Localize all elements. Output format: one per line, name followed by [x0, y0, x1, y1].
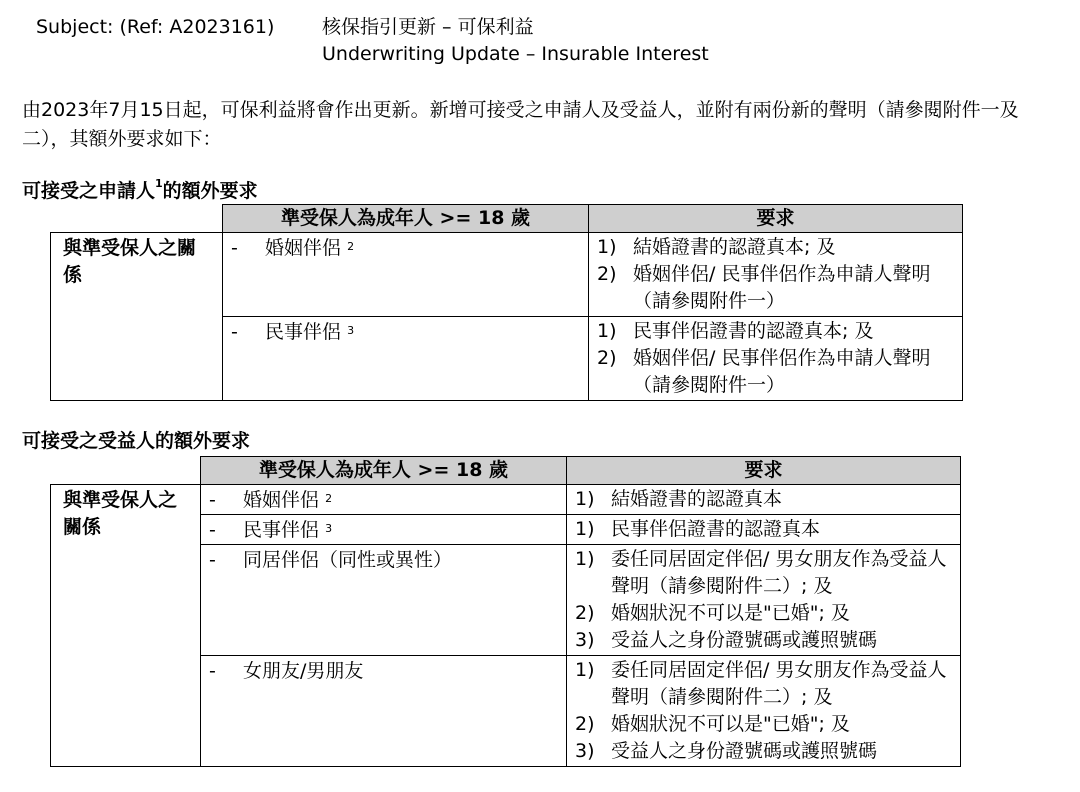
list-dash: - [209, 489, 216, 511]
requirement-item [597, 318, 954, 345]
footnote-marker: 3 [325, 522, 333, 535]
requirement-item [575, 600, 952, 627]
requirement-text: 委任同居固定伴侶/ 男女朋友作為受益人聲明（請參閱附件二）; 及 [611, 659, 947, 708]
subject-titles [322, 14, 709, 68]
requirement-cell [589, 233, 963, 317]
beneficiary-requirements-table [50, 456, 961, 767]
requirement-text: 委任同居固定伴侶/ 男女朋友作為受益人聲明（請參閱附件二）; 及 [611, 548, 947, 597]
subject-title-en: Underwriting Update – Insurable Interest [322, 43, 709, 65]
intro-paragraph: 由2023年7月15日起，可保利益將會作出更新。新增可接受之申請人及受益人，並附有兩份新的聲明（請參閱附件一及二），其額外要求如下： [22, 99, 1019, 150]
requirement-text: 婚姻伴侶/ 民事伴侶作為申請人聲明（請參閱附件一） [633, 347, 931, 396]
table-row [51, 233, 963, 317]
relationship-item-label: 民事伴侶 [265, 321, 342, 343]
requirement-cell [567, 485, 961, 515]
table-body [51, 485, 961, 767]
requirement-item [575, 657, 952, 711]
subject-ref: Subject: (Ref: A2023161) [36, 16, 275, 38]
relationship-item [201, 656, 567, 767]
relationship-item-label: 婚姻伴侶 [243, 489, 320, 511]
requirement-number: 3) [575, 740, 595, 762]
table-row [51, 485, 961, 515]
requirement-number: 2) [597, 263, 617, 285]
footnote-marker: 2 [325, 492, 333, 505]
list-dash: - [231, 321, 238, 343]
relationship-item [223, 317, 589, 401]
subject-title-zh: 核保指引更新 – 可保利益 [322, 16, 534, 38]
header-blank-cell [51, 205, 223, 233]
requirement-cell [567, 545, 961, 656]
relationship-item [201, 515, 567, 545]
footnote-marker: 3 [347, 324, 355, 337]
table-header-row [51, 457, 961, 485]
requirement-item [575, 711, 952, 738]
section1-heading [22, 178, 258, 205]
requirement-number: 3) [575, 629, 595, 651]
section1-heading-suffix: 的額外要求 [162, 180, 258, 202]
relationship-label: 與準受保人之關係 [51, 233, 223, 401]
requirement-number: 1) [597, 320, 617, 342]
requirement-item [597, 345, 954, 399]
requirement-text: 婚姻伴侶/ 民事伴侶作為申請人聲明（請參閱附件一） [633, 263, 931, 312]
requirement-item [575, 486, 952, 513]
requirement-column-header: 要求 [567, 457, 961, 485]
requirement-number: 1) [575, 488, 595, 510]
section1-heading-footnote: 1 [155, 177, 163, 190]
list-dash: - [209, 549, 216, 571]
requirement-text: 受益人之身份證號碼或護照號碼 [611, 629, 878, 651]
subject-block [36, 14, 1046, 74]
requirement-item [575, 738, 952, 765]
requirement-item [597, 261, 954, 315]
requirement-item [575, 627, 952, 654]
table-body [51, 233, 963, 401]
footnote-marker: 2 [347, 240, 355, 253]
requirement-item [575, 516, 952, 543]
section1-heading-text: 可接受之申請人 [22, 180, 156, 202]
requirement-text: 民事伴侶證書的認證真本; 及 [633, 320, 874, 342]
list-dash: - [209, 519, 216, 541]
relationship-item-label: 同居伴侶（同性或異性） [243, 549, 453, 571]
requirement-text: 婚姻狀況不可以是"已婚"; 及 [611, 602, 850, 624]
list-dash: - [209, 660, 216, 682]
relationship-item [201, 545, 567, 656]
requirement-number: 2) [597, 347, 617, 369]
requirement-number: 1) [575, 548, 595, 570]
relationship-item-label: 民事伴侶 [243, 519, 320, 541]
applicant-requirements-table [50, 204, 963, 401]
requirement-text: 受益人之身份證號碼或護照號碼 [611, 740, 878, 762]
header-blank-cell [51, 457, 201, 485]
requirement-text: 結婚證書的認證真本 [611, 488, 783, 510]
requirement-number: 1) [575, 518, 595, 540]
requirement-text: 婚姻狀況不可以是"已婚"; 及 [611, 713, 850, 735]
relationship-item-label: 女朋友/男朋友 [243, 660, 364, 682]
relationship-label: 與準受保人之關係 [51, 485, 201, 767]
section2-heading: 可接受之受益人的額外要求 [22, 430, 251, 452]
relationship-item-label: 婚姻伴侶 [265, 237, 342, 259]
age-column-header: 準受保人為成年人 >= 18 歲 [223, 205, 589, 233]
requirement-cell [567, 515, 961, 545]
relationship-item [201, 485, 567, 515]
requirement-number: 1) [575, 659, 595, 681]
age-column-header: 準受保人為成年人 >= 18 歲 [201, 457, 567, 485]
requirement-text: 結婚證書的認證真本; 及 [633, 236, 836, 258]
requirement-item [597, 234, 954, 261]
requirement-cell [589, 317, 963, 401]
requirement-text: 民事伴侶證書的認證真本 [611, 518, 821, 540]
list-dash: - [231, 237, 238, 259]
requirement-item [575, 546, 952, 600]
requirement-column-header: 要求 [589, 205, 963, 233]
requirement-number: 2) [575, 713, 595, 735]
relationship-item [223, 233, 589, 317]
requirement-number: 2) [575, 602, 595, 624]
table-header-row [51, 205, 963, 233]
requirement-number: 1) [597, 236, 617, 258]
requirement-cell [567, 656, 961, 767]
